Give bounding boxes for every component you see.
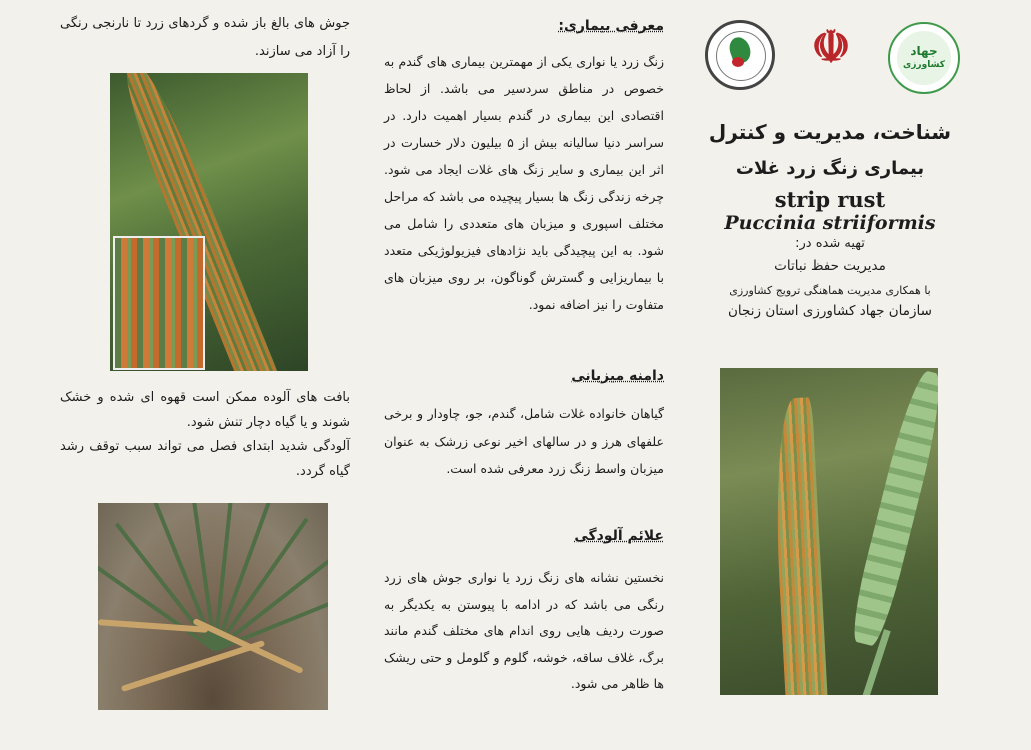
organization-name: سازمان جهاد کشاورزی استان زنجان [728,303,932,319]
left-intro-text: جوش های بالغ باز شده و گردهای زرد تا نارنجی رنگی را آزاد می سازند. [60,16,350,59]
department-name: مدیریت حفظ نباتات [774,258,886,274]
iran-emblem-icon: ☫ [811,22,851,73]
stressed-plant-photo [98,503,328,710]
plant-protection-logo [705,20,775,90]
ladybug-icon [732,57,744,67]
intro-paragraph: زنگ زرد یا نواری یکی از مهمترین بیماری های گندم به خصوص در مناطق سردسیر می باشد. از لحاظ اقتصادی این بیماری در گندم بسیار اهمیت دارد. در سراسر دنیا سالیانه بیش از ۵ بیلیون دلار خسارت در اثر این بیماری و سایر زنگ های غلات ایجاد می شود. چرخه زندگی زنگ ها بسیار پیچیده می باشد که مراحل مختلف اسپوری و میزبان های متعددی را شامل می شود. به این پیچیدگی باید نژادهای فیزیولوژیکی متعدد با بیماریزایی و گسترش گوناگون، بر روی میزبان های متفاوت را نیز اضافه نمود. [384,54,664,312]
host-range-paragraph: گیاهان خانواده غلات شامل، گندم، جو، چاودار و برخی علفهای هرز و در سالهای اخیر نوعی زرشک به عنوان میزبان واسط زنگ زرد معرفی شده است. [384,406,664,476]
rust-striped-leaf [770,397,828,695]
scientific-name: Puccinia striiformis [724,212,936,234]
logo-word-2: کشاورزی [903,60,945,70]
symptoms-heading: علائم آلودگی [574,528,664,544]
rust-closeup-inset-photo [113,236,205,370]
collaboration-line: با همکاری مدیریت هماهنگی ترویج کشاورزی [729,284,931,297]
left-symptoms-text [60,386,350,484]
intro-heading: معرفی بیماری: [558,18,664,34]
english-disease-name: strip rust [774,187,886,212]
wheat-spike [847,368,938,648]
prepared-by-label: تهیه شده در: [795,236,865,251]
symptoms-paragraph: نخستین نشانه های زنگ زرد یا نواری جوش های زرد رنگی می باشد که در ادامه با پیوستن به یکدیگر به صورت ردیف هایی روی اندام های مختلف گندم مانند برگ، غلاف ساقه، خوشه، گلوم و گلومل و حتی ریشک ها ظاهر می شود. [384,570,664,691]
brochure-title-line-2: بیماری زنگ زرد غلات [735,158,925,179]
left-mid-paragraph-1: بافت های آلوده ممکن است قهوه ای شده و خشک شوند و یا گیاه دچار تنش شود. [60,390,350,430]
left-mid-paragraph-2: آلودگی شدید ابتدای فصل می تواند سبب توقف رشد گیاه گردد. [60,439,350,479]
jahad-keshavarzi-logo [888,22,960,94]
host-range-heading: دامنه میزبانی [571,368,664,384]
logo-row [700,18,960,92]
brochure-title-line-1: شناخت، مدیریت و کنترل [708,120,952,144]
wheat-stripe-rust-photo [720,368,938,695]
logo-word-1: جهاد [910,44,938,58]
